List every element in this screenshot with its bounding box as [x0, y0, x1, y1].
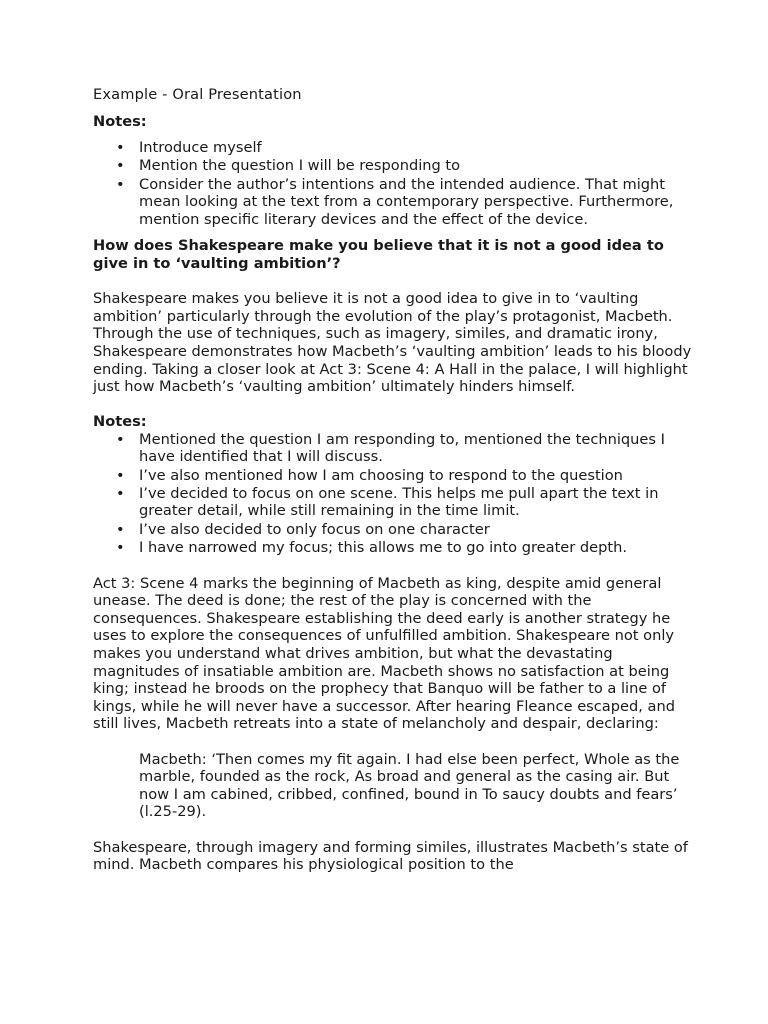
body-paragraph: Act 3: Scene 4 marks the beginning of Macbeth as king, despite amid general unease. The deed is done; the rest of the play is concerned with the consequences. Shakespeare establishing the deed early is another strategy he uses to explore the consequences of unfulfilled ambition. Shakespeare not only makes you understand what drives ambition, but what the devastating magnitudes of insatiable ambition are. Macbeth shows no satisfaction at being king; instead he broods on the prophecy that Banquo will be father to a line of kings, while he will never have a successor. After hearing Fleance escaped, and still lives, Macbeth retreats into a state of melancholy and despair, declaring:: [93, 574, 675, 733]
notes-heading: Notes:: [93, 413, 147, 431]
document-title: Example - Oral Presentation: [93, 86, 302, 103]
list-item: • Mention the question I will be responding to: [139, 157, 693, 175]
notes-heading: Notes:: [93, 112, 147, 130]
block-quote: Macbeth: ‘Then comes my fit again. I had else been perfect, Whole as the marble, founded as the rock, As broad and general as the casing air. But now I am cabined, cribbed, confined, bound in To saucy doubts and fears’ (l.25-29).: [139, 750, 680, 821]
list-item: • I have narrowed my focus; this allows me to go into greater depth.: [139, 539, 693, 557]
list-item: • I’ve also decided to only focus on one character: [139, 521, 693, 539]
body-paragraph: Shakespeare, through imagery and forming similes, illustrates Macbeth’s state of mind. Macbeth compares his physiological position to the: [93, 838, 688, 874]
document-page: [93, 86, 693, 874]
essay-question: How does Shakespeare make you believe that it is not a good idea to give in to ‘vaulting ambition’?: [93, 237, 664, 272]
notes-list: [93, 431, 693, 557]
list-item: • Introduce myself: [139, 139, 693, 157]
intro-paragraph: Shakespeare makes you believe it is not a good idea to give in to ‘vaulting ambition’ particularly through the evolution of the play’s protagonist, Macbeth. Through the use of techniques, such as imagery, similes, and dramatic irony, Shakespeare demonstrates how Macbeth’s ‘vaulting ambition’ leads to his bloody ending. Taking a closer look at Act 3: Scene 4: A Hall in the palace, I will highlight just how Macbeth’s ‘vaulting ambition’ ultimately hinders himself.: [93, 290, 692, 396]
list-item: • Consider the author’s intentions and the intended audience. That might mean looking at the text from a contemporary perspective. Furthermore, mention specific literary devices and the effect of the device.: [139, 176, 693, 229]
list-item: • Mentioned the question I am responding to, mentioned the techniques I have identified that I will discuss.: [139, 431, 693, 466]
list-item: • I’ve decided to focus on one scene. This helps me pull apart the text in greater detail, while still remaining in the time limit.: [139, 485, 693, 520]
list-item: • I’ve also mentioned how I am choosing to respond to the question: [139, 467, 693, 485]
notes-list: [93, 139, 693, 228]
